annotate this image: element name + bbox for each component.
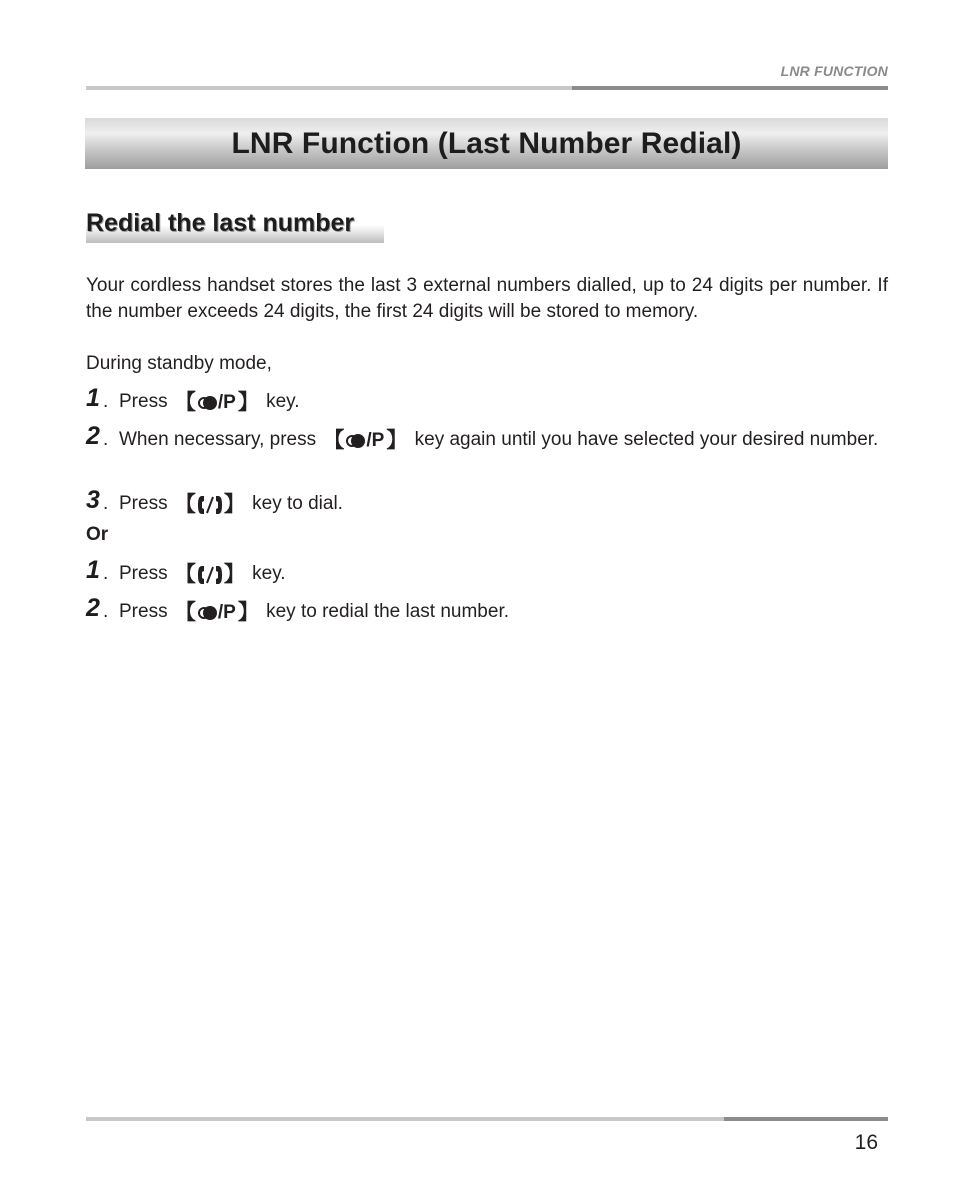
step-text: Press — [119, 391, 168, 412]
redial-circles-icon: /P — [198, 390, 236, 416]
step-text: key again until you have selected your desired number. — [414, 429, 879, 450]
page-title: LNR Function (Last Number Redial) — [231, 126, 742, 160]
step-number: 2 — [86, 422, 100, 450]
step-text: Press — [119, 563, 168, 584]
redial-circles-icon: /P — [198, 600, 236, 626]
step-text: Press — [119, 601, 168, 622]
standby-text: During standby mode, — [86, 353, 272, 374]
step-number: 3 — [86, 486, 100, 514]
bottom-divider — [86, 1117, 888, 1121]
step-text: key to dial. — [252, 493, 343, 514]
step-number: 1 — [86, 556, 100, 584]
page-number: 16 — [854, 1131, 878, 1154]
top-divider — [86, 86, 888, 90]
step-text: key. — [252, 563, 286, 584]
redial-p-key: 【 /P 】 — [174, 601, 259, 624]
section-heading-text: Redial the last number — [86, 209, 355, 237]
talk-phone-icon — [196, 563, 224, 587]
section-heading — [86, 207, 384, 243]
intro-paragraph: Your cordless handset stores the last 3 external numbers dialled, up to 24 digits per number. If the number exceeds 24 digits, the first 24 digits will be stored to memory. — [86, 275, 888, 322]
talk-key: 【 】 — [174, 493, 245, 516]
step-number: 2 — [86, 594, 100, 622]
redial-p-key: 【 /P 】 — [174, 391, 259, 414]
step-text: Press — [119, 493, 168, 514]
or-label: Or — [86, 524, 109, 545]
redial-circles-icon: /P — [346, 428, 384, 454]
talk-key: 【 】 — [174, 563, 245, 586]
title-bar — [85, 118, 888, 169]
redial-p-key: 【 /P 】 — [323, 429, 408, 452]
talk-phone-icon — [196, 493, 224, 517]
step-text: key. — [266, 391, 300, 412]
running-header: LNR FUNCTION — [780, 63, 888, 79]
step-number: 1 — [86, 384, 100, 412]
step-text: key to redial the last number. — [266, 601, 510, 622]
step-text: When necessary, press — [119, 429, 317, 450]
